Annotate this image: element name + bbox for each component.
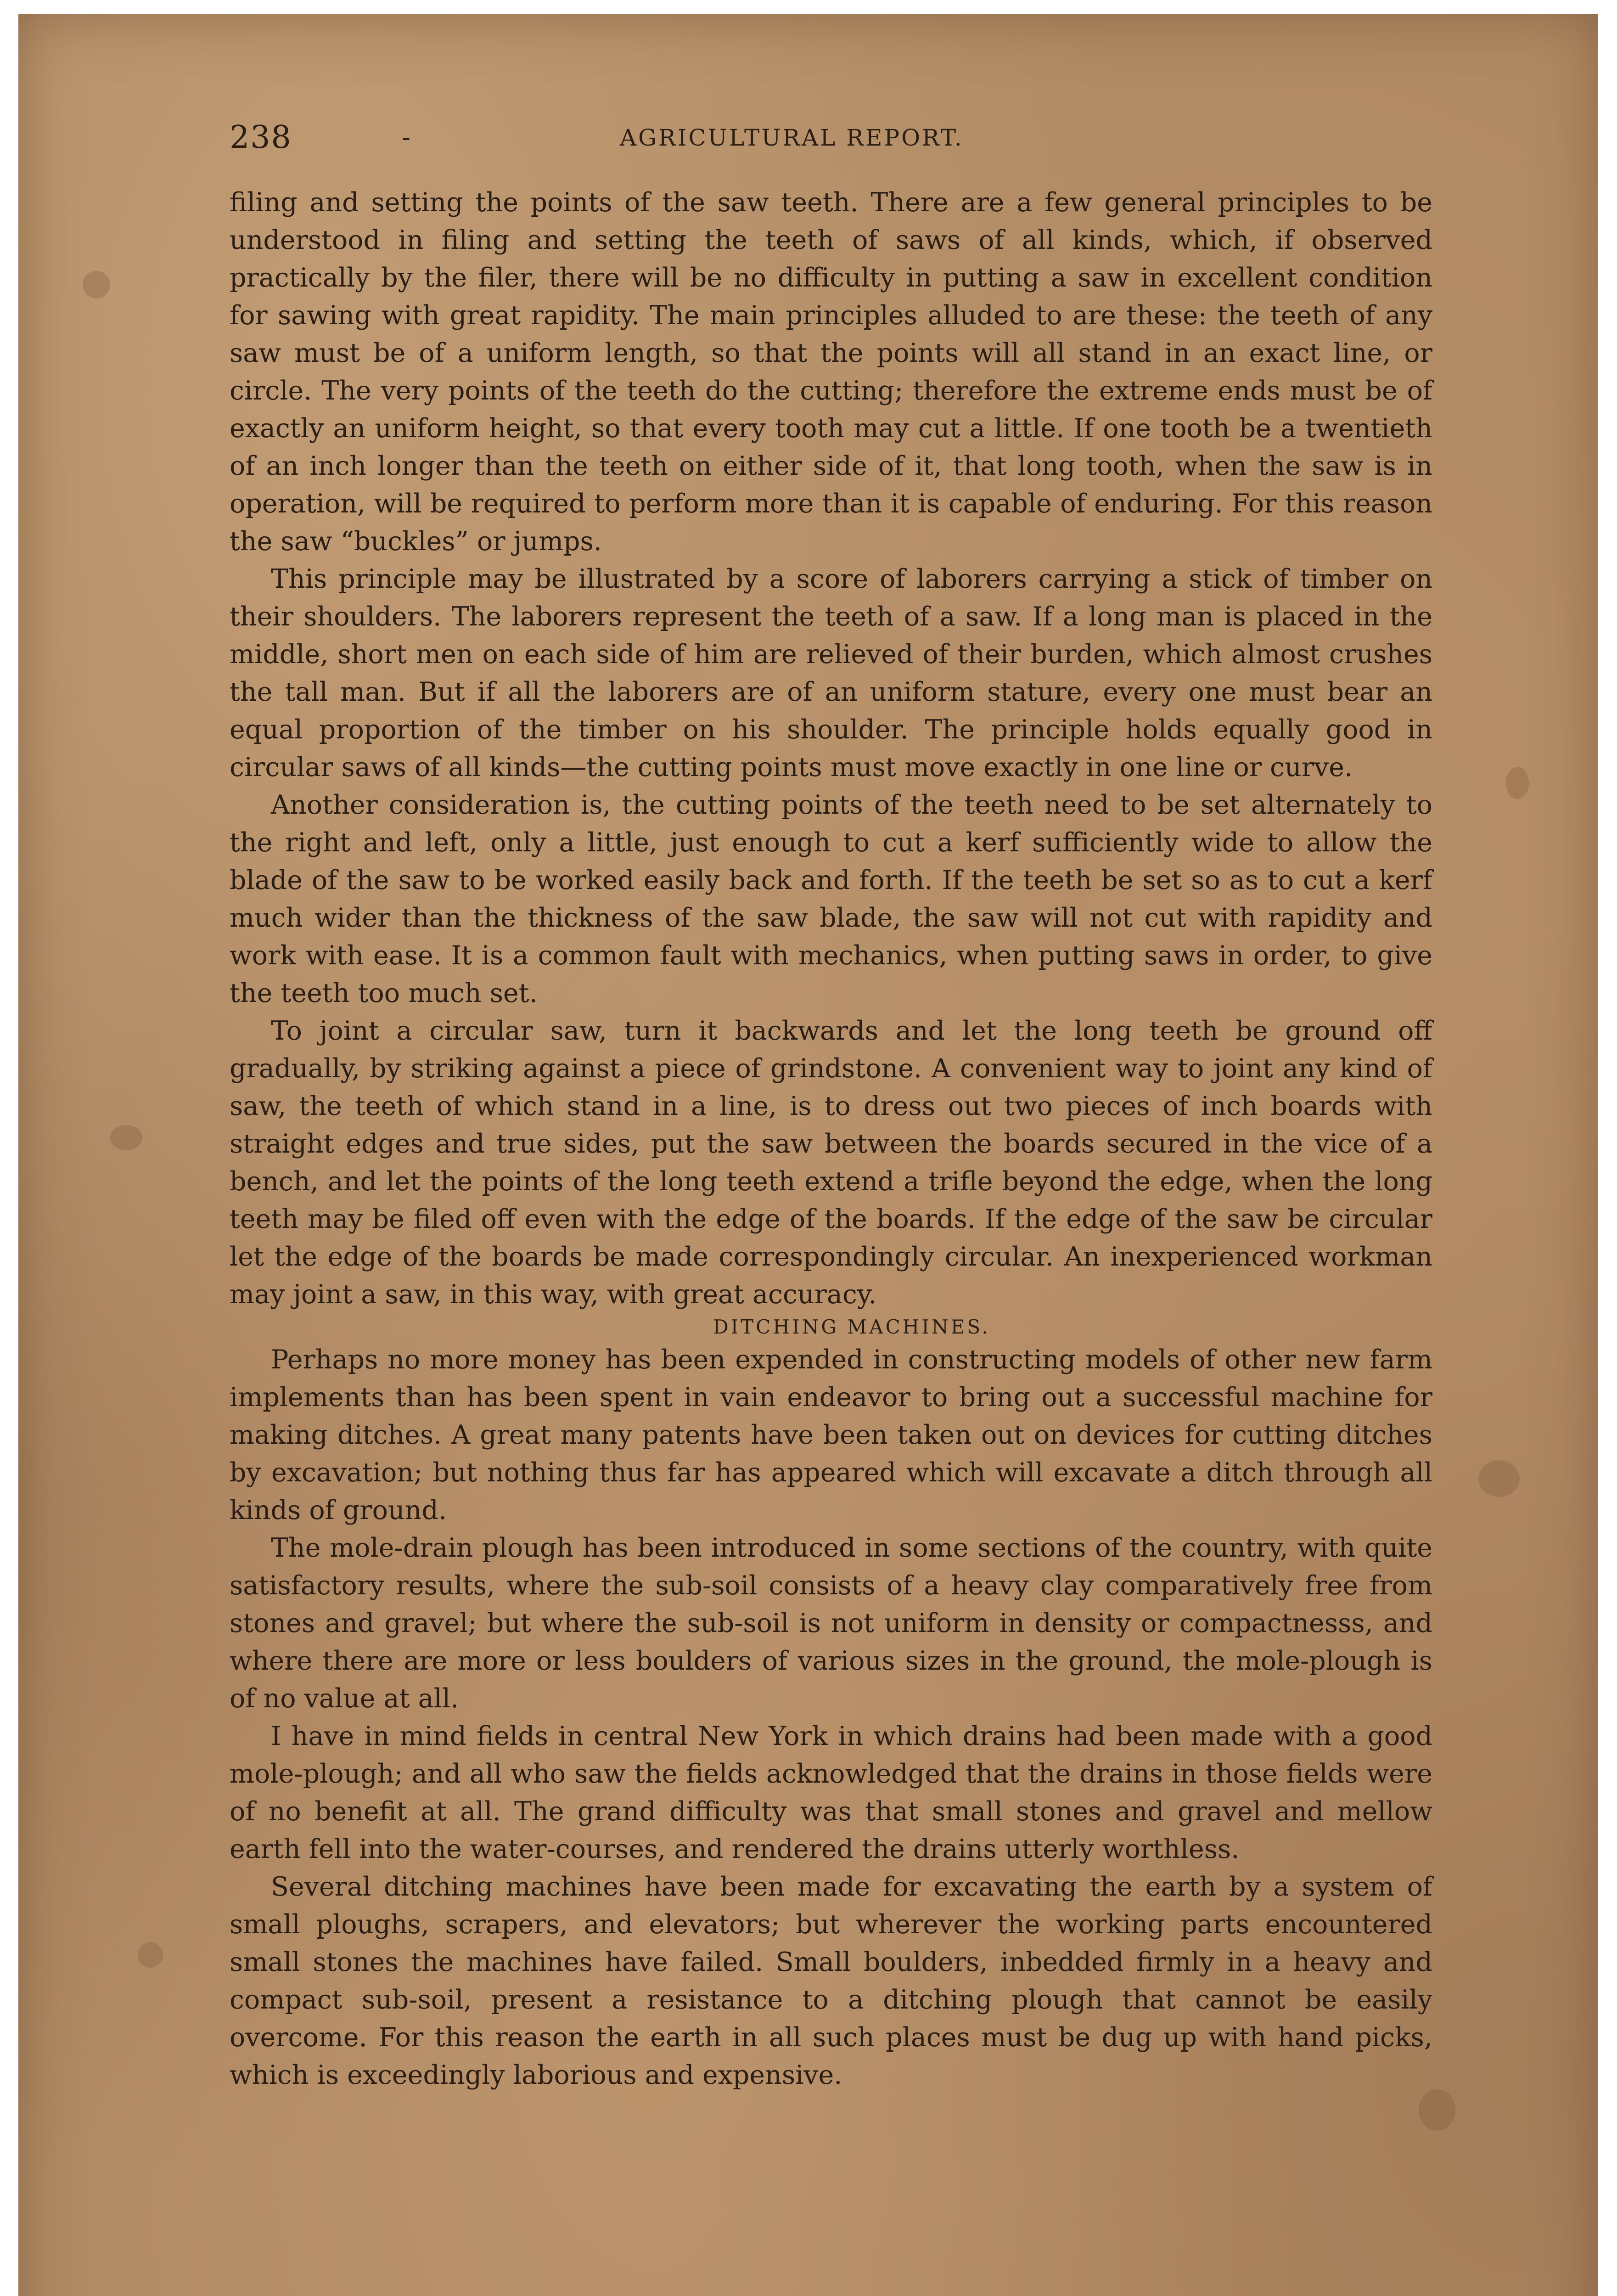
paragraph: Perhaps no more money has been expended in constructing models of other new farm implements than has been spent in vain endeavor to bring out a successful machine for making ditches. A great many patents have been taken out on devices for cutting ditches by excavation; but nothing thus far has appeared which will excavate a ditch through all kinds of ground. (230, 1345, 1432, 1525)
paragraph: To joint a circular saw, turn it backwards and let the long teeth be ground off gradually, by striking against a piece of grindstone. A convenient way to joint any kind of saw, the teeth of which stand in a line, is to dress out two pieces of inch boards with straight edges and true sides, put the saw between the boards secured in the vice of a bench, and let the points of the long teeth extend a trifle beyond the edge, when the long teeth may be filed off even with the edge of the boards. If the edge of the saw be circular let the edge of the boards be made correspondingly circular. An inexperienced workman may joint a saw, in this way, with great accuracy. (230, 1016, 1432, 1310)
paragraph: Several ditching machines have been made for excavating the earth by a system of small ploughs, scrapers, and elevators; but wherever the working parts encountered small stones the machines have failed. Small boulders, inbedded firmly in a heavy and compact sub-soil, present a resistance to a ditching plough that cannot be easily overcome. For this reason the earth in all such places must be dug up with hand picks, which is exceedingly laborious and expensive. (230, 1872, 1432, 2090)
foxing-spot (1419, 2089, 1455, 2131)
page-header (230, 115, 1423, 161)
paragraph: filing and setting the points of the saw teeth. There are a few general principles to be understood in filing and setting the teeth of saws of all kinds, which, if observed practically by the filer, there will be no difficulty in putting a saw in excellent condition for sawing with great rapidity. The main principles alluded to are these: the teeth of any saw must be of a uniform length, so that the points will all stand in an exact line, or circle. The very points of the teeth do the cutting; therefore the extreme ends must be of exactly an uniform height, so that every tooth may cut a little. If one tooth be a twentieth of an inch longer than the teeth on either side of it, that long tooth, when the saw is in operation, will be required to perform more than it is capable of enduring. For this reason the saw “buckles” or jumps. (230, 187, 1432, 557)
foxing-spot (1506, 767, 1529, 799)
paragraph: The mole-drain plough has been introduced in some sections of the country, with quite satisfactory results, where the sub-soil consists of a heavy clay comparatively free from stones and gravel; but where the sub-soil is not uniform in density or compactnesss, and where there are more or less boulders of various sizes in the ground, the mole-plough is of no value at all. (230, 1533, 1432, 1714)
foxing-spot (83, 271, 110, 298)
section-heading: DITCHING MACHINES. (713, 1316, 990, 1338)
foxing-spot (138, 1942, 163, 1968)
header-dash: - (402, 123, 410, 152)
foxing-spot (1478, 1460, 1520, 1497)
running-head: AGRICULTURAL REPORT. (620, 124, 964, 151)
foxing-spot (110, 1125, 142, 1150)
page-number: 238 (230, 119, 292, 156)
paragraph: Another consideration is, the cutting points of the teeth need to be set alternately to the right and left, only a little, just enough to cut a kerf sufficiently wide to allow the blade of the saw to be worked easily back and forth. If the teeth be set so as to cut a kerf much wider than the thickness of the saw blade, the saw will not cut with rapidity and work with ease. It is a common fault with mechanics, when putting saws in order, to give the teeth too much set. (230, 790, 1432, 1008)
paragraph: I have in mind fields in central New York in which drains had been made with a good mole-plough; and all who saw the fields acknowledged that the drains in those fields were of no benefit at all. The grand difficulty was that small stones and gravel and mellow earth fell into the water-courses, and rendered the drains utterly worthless. (230, 1721, 1432, 1864)
body-text (230, 184, 1432, 2094)
paragraph: This principle may be illustrated by a score of laborers carrying a stick of timber on their shoulders. The laborers represent the teeth of a saw. If a long man is placed in the middle, short men on each side of him are relieved of their burden, which almost crushes the tall man. But if all the laborers are of an uniform stature, every one must bear an equal proportion of the timber on his shoulder. The principle holds equally good in circular saws of all kinds—the cutting points must move exactly in one line or curve. (230, 564, 1432, 782)
